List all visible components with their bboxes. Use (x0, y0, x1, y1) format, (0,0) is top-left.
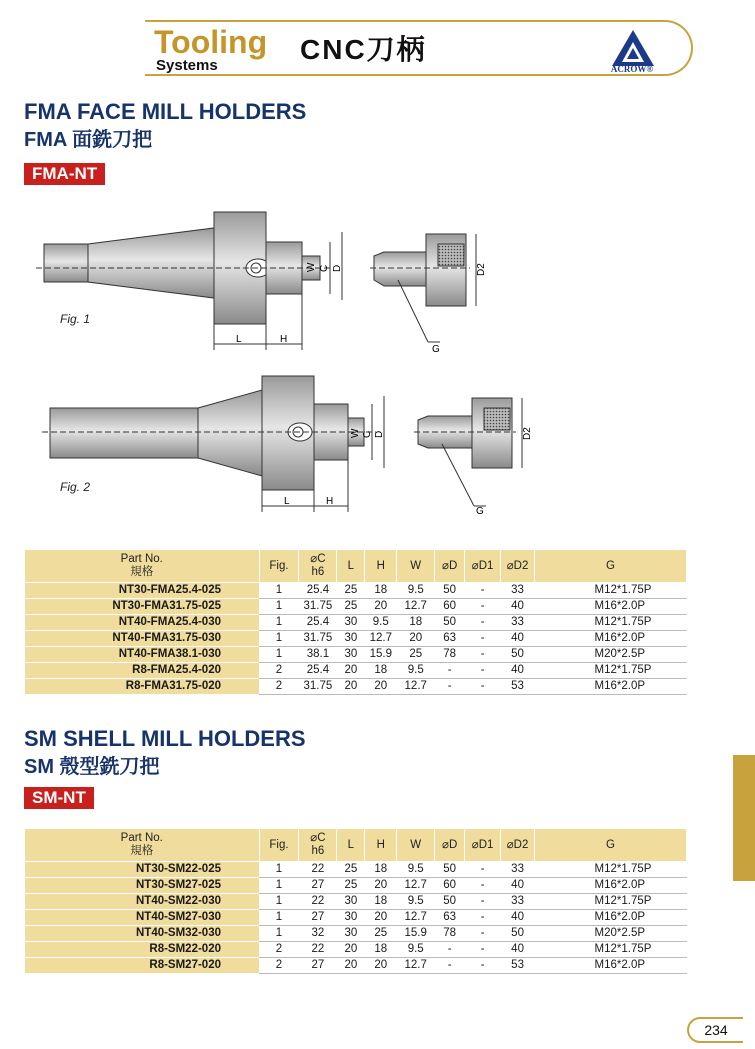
fma-spec-table (24, 549, 687, 695)
table-cell: 40 (501, 942, 535, 958)
table-cell: M12*1.75P (535, 583, 687, 599)
table-cell: 63 (435, 631, 465, 647)
table-cell: M16*2.0P (535, 878, 687, 894)
table-cell: - (465, 862, 501, 878)
table-cell: 20 (365, 878, 397, 894)
part-number-cell: NT30-SM27-025 (25, 878, 260, 894)
table-cell: 1 (259, 926, 299, 942)
table-cell: 60 (435, 599, 465, 615)
table-cell: M16*2.0P (535, 631, 687, 647)
part-number-cell: R8-SM22-020 (25, 942, 260, 958)
table-row (25, 910, 687, 926)
table-cell: M20*2.5P (535, 647, 687, 663)
table-cell: 25.4 (299, 583, 337, 599)
fig2-c-label: C (362, 430, 373, 438)
table-cell: 33 (501, 583, 535, 599)
table-cell: 27 (299, 910, 337, 926)
table-cell: 20 (337, 942, 365, 958)
table-cell: 2 (259, 663, 299, 679)
table-cell: 25 (397, 647, 435, 663)
side-tab (733, 755, 755, 881)
table-row (25, 894, 687, 910)
table-cell: 40 (501, 878, 535, 894)
table-cell: - (465, 910, 501, 926)
header-d: ⌀D (435, 829, 465, 862)
table-cell: 1 (259, 862, 299, 878)
fig2-g-label: G (476, 506, 484, 517)
table-cell: 50 (501, 647, 535, 663)
fig1-d-label: D (332, 264, 343, 272)
table-cell: 2 (259, 942, 299, 958)
table-cell: 9.5 (397, 894, 435, 910)
table-cell: M16*2.0P (535, 910, 687, 926)
table-cell: 18 (365, 663, 397, 679)
fig1-d2-label: D2 (476, 263, 487, 276)
part-number-cell: NT40-FMA38.1-030 (25, 647, 260, 663)
brand-tooling: Tooling (154, 24, 268, 60)
logo-text: ACROW® (610, 64, 654, 74)
part-number-cell: R8-FMA31.75-020 (25, 679, 260, 695)
table-cell: 22 (299, 942, 337, 958)
table-row (25, 958, 687, 974)
header-c: ⌀C h6 (299, 550, 337, 583)
table-cell: - (465, 583, 501, 599)
table-cell: 18 (365, 583, 397, 599)
header-h: H (365, 550, 397, 583)
table-cell: - (435, 942, 465, 958)
table-cell: 25 (337, 583, 365, 599)
table-cell: 25.4 (299, 615, 337, 631)
table-row (25, 631, 687, 647)
table-cell: 40 (501, 631, 535, 647)
sm-spec-table (24, 828, 687, 974)
fma-subtitle: FMA 面銑刀把 (24, 129, 153, 151)
header-part-no: Part No. 規格 (25, 550, 260, 583)
fig1-h-label: H (280, 334, 288, 345)
table-cell: 50 (435, 894, 465, 910)
table-cell: 32 (299, 926, 337, 942)
table-cell: 33 (501, 615, 535, 631)
table-cell: - (465, 599, 501, 615)
fma-title: FMA FACE MILL HOLDERS (24, 99, 307, 124)
table-cell: 30 (337, 647, 365, 663)
header-g: G (535, 829, 687, 862)
table-cell: 22 (299, 862, 337, 878)
table-cell: 30 (337, 894, 365, 910)
fig2-label: Fig. 2 (60, 480, 91, 494)
header-h: H (365, 829, 397, 862)
table-cell: 63 (435, 910, 465, 926)
table-cell: - (465, 663, 501, 679)
table-cell: - (465, 631, 501, 647)
header-l: L (337, 550, 365, 583)
table-cell: 78 (435, 647, 465, 663)
table-cell: M12*1.75P (535, 862, 687, 878)
table-cell: 40 (501, 599, 535, 615)
table-cell: - (465, 679, 501, 695)
table-cell: 20 (365, 910, 397, 926)
table-row (25, 679, 687, 695)
table-cell: 1 (259, 599, 299, 615)
table-cell: 1 (259, 583, 299, 599)
table-cell: 53 (501, 958, 535, 974)
table-cell: 20 (337, 679, 365, 695)
header-w: W (397, 550, 435, 583)
table-row (25, 862, 687, 878)
fig1-c-label: C (319, 264, 330, 272)
table-row (25, 878, 687, 894)
table-cell: 31.75 (299, 679, 337, 695)
table-cell: 33 (501, 862, 535, 878)
table-cell: 18 (365, 862, 397, 878)
fig2-d2-label: D2 (522, 427, 533, 440)
table-cell: 27 (299, 878, 337, 894)
table-cell: 9.5 (397, 862, 435, 878)
table-cell: 12.7 (397, 910, 435, 926)
table-cell: 1 (259, 615, 299, 631)
table-cell: 20 (337, 958, 365, 974)
table-cell: 2 (259, 679, 299, 695)
header-d1: ⌀D1 (465, 550, 501, 583)
table-cell: 50 (435, 583, 465, 599)
part-number-cell: NT30-SM22-025 (25, 862, 260, 878)
table-cell: 15.9 (397, 926, 435, 942)
table-cell: - (465, 894, 501, 910)
table-cell: 2 (259, 958, 299, 974)
table-cell: 78 (435, 926, 465, 942)
part-number-cell: NT40-SM32-030 (25, 926, 260, 942)
table-cell: 31.75 (299, 631, 337, 647)
table-cell: 38.1 (299, 647, 337, 663)
fig1-drawing (30, 200, 510, 360)
table-cell: 20 (365, 958, 397, 974)
table-cell: - (435, 958, 465, 974)
header-d: ⌀D (435, 550, 465, 583)
fma-tag: FMA-NT (24, 163, 105, 185)
header-d2: ⌀D2 (501, 550, 535, 583)
table-row (25, 942, 687, 958)
table-cell: 50 (435, 615, 465, 631)
cnc-title: CNC刀柄 (300, 34, 427, 65)
fig2-d-label: D (374, 430, 385, 438)
table-cell: - (435, 679, 465, 695)
table-cell: 25 (337, 878, 365, 894)
fig1-w-label: W (306, 262, 317, 272)
table-cell: 27 (299, 958, 337, 974)
part-number-cell: NT30-FMA25.4-025 (25, 583, 260, 599)
table-cell: - (465, 942, 501, 958)
header-g: G (535, 550, 687, 583)
fig2-drawing (30, 368, 550, 518)
table-cell: 22 (299, 894, 337, 910)
fig2-h-label: H (326, 496, 334, 507)
brand-systems: Systems (156, 57, 218, 74)
table-cell: 31.75 (299, 599, 337, 615)
fma-table-header (25, 550, 687, 583)
table-row (25, 615, 687, 631)
header-d2: ⌀D2 (501, 829, 535, 862)
table-cell: 20 (397, 631, 435, 647)
part-number-cell: NT40-SM27-030 (25, 910, 260, 926)
header-w: W (397, 829, 435, 862)
table-cell: 30 (337, 926, 365, 942)
sm-subtitle: SM 殼型銑刀把 (24, 756, 160, 778)
fig1-g-label: G (432, 344, 440, 355)
table-cell: 25 (337, 599, 365, 615)
table-cell: 12.7 (397, 599, 435, 615)
table-row (25, 599, 687, 615)
fig1-label: Fig. 1 (60, 312, 91, 326)
table-cell: M12*1.75P (535, 663, 687, 679)
table-cell: 53 (501, 679, 535, 695)
table-cell: 12.7 (397, 878, 435, 894)
table-cell: 9.5 (365, 615, 397, 631)
table-cell: 9.5 (397, 663, 435, 679)
table-cell: M16*2.0P (535, 679, 687, 695)
part-number-cell: R8-FMA25.4-020 (25, 663, 260, 679)
table-cell: M12*1.75P (535, 942, 687, 958)
header-part-no: Part No. 規格 (25, 829, 260, 862)
table-cell: 25 (365, 926, 397, 942)
header-c: ⌀C h6 (299, 829, 337, 862)
part-number-cell: NT30-FMA31.75-025 (25, 599, 260, 615)
table-cell: 12.7 (397, 679, 435, 695)
table-row (25, 926, 687, 942)
table-cell: 18 (365, 894, 397, 910)
table-cell: 20 (337, 663, 365, 679)
header-fig: Fig. (259, 550, 299, 583)
sm-tag: SM-NT (24, 787, 94, 809)
table-cell: 30 (337, 910, 365, 926)
table-cell: 20 (365, 679, 397, 695)
fig2-w-label: W (350, 428, 361, 438)
table-cell: 15.9 (365, 647, 397, 663)
part-number-cell: NT40-FMA25.4-030 (25, 615, 260, 631)
table-cell: - (465, 615, 501, 631)
table-cell: 60 (435, 878, 465, 894)
table-cell: 1 (259, 631, 299, 647)
part-number-cell: NT40-FMA31.75-030 (25, 631, 260, 647)
table-cell: 33 (501, 894, 535, 910)
sm-table-header (25, 829, 687, 862)
table-cell: 25 (337, 862, 365, 878)
part-number-cell: R8-SM27-020 (25, 958, 260, 974)
table-cell: 30 (337, 631, 365, 647)
table-cell: 50 (435, 862, 465, 878)
table-cell: 40 (501, 910, 535, 926)
table-cell: - (465, 878, 501, 894)
fig2-l-label: L (284, 496, 290, 507)
table-cell: - (465, 647, 501, 663)
table-cell: 20 (365, 599, 397, 615)
table-cell: 12.7 (397, 958, 435, 974)
table-row (25, 647, 687, 663)
table-cell: M20*2.5P (535, 926, 687, 942)
table-cell: 25.4 (299, 663, 337, 679)
header-l: L (337, 829, 365, 862)
table-cell: 1 (259, 894, 299, 910)
table-cell: M16*2.0P (535, 599, 687, 615)
header-d1: ⌀D1 (465, 829, 501, 862)
table-cell: M12*1.75P (535, 615, 687, 631)
header-fig: Fig. (259, 829, 299, 862)
table-cell: 9.5 (397, 942, 435, 958)
table-cell: 50 (501, 926, 535, 942)
table-cell: 1 (259, 647, 299, 663)
table-cell: - (435, 663, 465, 679)
table-cell: - (465, 926, 501, 942)
part-number-cell: NT40-SM22-030 (25, 894, 260, 910)
table-cell: 30 (337, 615, 365, 631)
page-number: 234 (687, 1017, 743, 1043)
table-cell: 9.5 (397, 583, 435, 599)
table-row (25, 583, 687, 599)
table-cell: 18 (365, 942, 397, 958)
table-cell: 1 (259, 910, 299, 926)
table-row (25, 663, 687, 679)
table-cell: 18 (397, 615, 435, 631)
table-cell: 40 (501, 663, 535, 679)
table-cell: M12*1.75P (535, 894, 687, 910)
table-cell: M16*2.0P (535, 958, 687, 974)
table-cell: - (465, 958, 501, 974)
table-cell: 1 (259, 878, 299, 894)
table-cell: 12.7 (365, 631, 397, 647)
fig1-l-label: L (236, 334, 242, 345)
sm-title: SM SHELL MILL HOLDERS (24, 726, 306, 751)
